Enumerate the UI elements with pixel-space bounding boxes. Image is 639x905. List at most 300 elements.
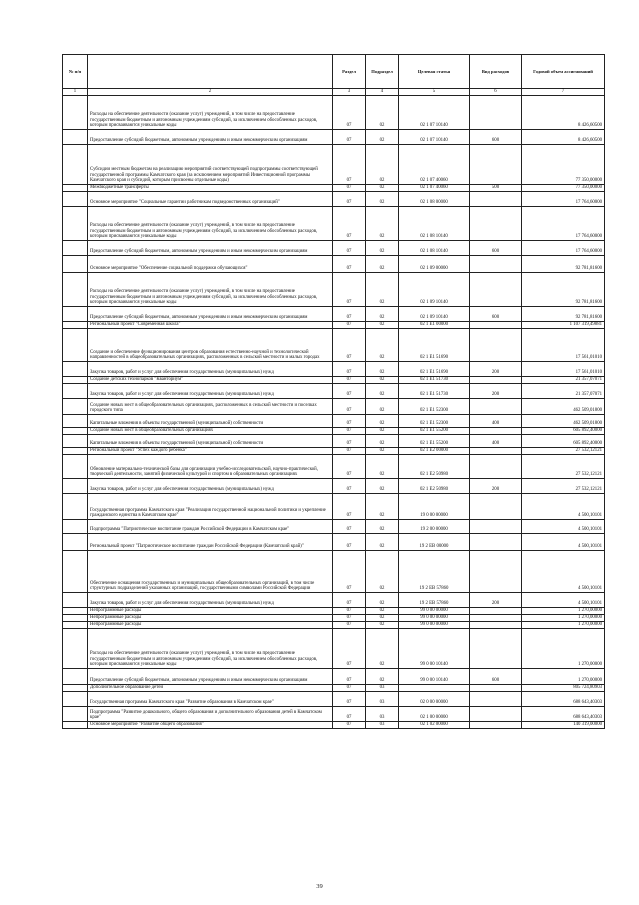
row-amount-cell: 462 509,01800 <box>522 398 605 414</box>
row-razdel-cell: 07 <box>333 398 366 414</box>
row-amount-cell: 8 426,60500 <box>522 129 605 144</box>
row-target-cell: 02 1 07 10140 <box>399 129 470 144</box>
row-number-cell <box>63 398 88 414</box>
table-row <box>63 206 605 240</box>
row-kind-cell <box>470 144 522 184</box>
row-podrazdel-cell: 02 <box>366 668 399 684</box>
row-name-cell: Основное мероприятие "Развитие общего образования" <box>88 721 333 728</box>
row-amount-cell: 27 532,12121 <box>522 478 605 493</box>
row-name-cell: Государственная программа Камчатского края "Реализация государственной национальной политики и укрепление гражданского единства в Камчатском крае" <box>88 493 333 519</box>
row-podrazdel-cell: 02 <box>366 607 399 614</box>
row-name-cell: Создание и обеспечение функционирования центров образования естественно-научной и технологической направленностей в общеобразовательных организациях, расположенных в сельской местности и малых городах <box>88 328 333 361</box>
row-amount-cell: 805 724,80903 <box>522 684 605 691</box>
row-name-cell: Основное мероприятие "Обеспечение социальной поддержки обучающихся" <box>88 255 333 272</box>
row-razdel-cell: 07 <box>333 328 366 361</box>
row-kind-cell <box>470 533 522 550</box>
row-name-cell: Непрограммные расходы <box>88 621 333 628</box>
row-name-cell: Дополнительное образование детей <box>88 684 333 691</box>
table-row <box>63 684 605 691</box>
row-podrazdel-cell: 03 <box>366 691 399 706</box>
row-razdel-cell: 07 <box>333 321 366 328</box>
row-amount-cell: 1 270,00000 <box>522 628 605 668</box>
row-number-cell <box>63 628 88 668</box>
row-name-cell: Создание новых мест в общеобразовательных организациях, расположенных в сельской местности и поселках городского типа <box>88 398 333 414</box>
row-razdel-cell: 07 <box>333 493 366 519</box>
row-target-cell: 02 1 09 10140 <box>399 272 470 306</box>
row-amount-cell: 27 532,12121 <box>522 447 605 454</box>
row-target-cell: 99 0 00 10140 <box>399 668 470 684</box>
row-target-cell: 02 1 E1 55200 <box>399 427 470 434</box>
row-amount-cell: 4 500,10101 <box>522 533 605 550</box>
row-name-cell: Межбюджетные трансферты <box>88 184 333 191</box>
row-name-cell: Расходы на обеспечение деятельности (оказание услуг) учреждений, в том числе на предоставление государственным бюджетным и автономным учреждениям субсидий, за исключением обособленных расходов, которым присваиваются уникальные коды <box>88 206 333 240</box>
row-razdel-cell: 07 <box>333 721 366 728</box>
row-name-cell: Государственная программа Камчатского края "Развитие образования в Камчатском крае" <box>88 691 333 706</box>
table-row <box>63 272 605 306</box>
row-amount-cell: 1 270,00000 <box>522 607 605 614</box>
row-amount-cell: 17 561,01010 <box>522 328 605 361</box>
row-kind-cell <box>470 255 522 272</box>
row-razdel-cell: 07 <box>333 691 366 706</box>
column-number: 7 <box>522 89 605 96</box>
table-row <box>63 306 605 321</box>
row-number-cell <box>63 306 88 321</box>
row-kind-cell <box>470 493 522 519</box>
row-amount-cell: 8 426,60500 <box>522 95 605 129</box>
table-row <box>63 184 605 191</box>
row-razdel-cell: 07 <box>333 668 366 684</box>
row-target-cell: 02 1 E1 55200 <box>399 434 470 447</box>
row-number-cell <box>63 447 88 454</box>
row-name-cell: Расходы на обеспечение деятельности (оказание услуг) учреждений, в том числе на предоставление государственным бюджетным и автономным учреждениям субсидий, за исключением обособленных расходов, которым присваиваются уникальные коды <box>88 628 333 668</box>
row-razdel-cell: 07 <box>333 592 366 607</box>
row-amount-cell: 17 561,01010 <box>522 361 605 376</box>
table-row <box>63 614 605 621</box>
row-podrazdel-cell: 02 <box>366 191 399 206</box>
row-amount-cell: 140 319,00000 <box>522 721 605 728</box>
row-kind-cell <box>470 328 522 361</box>
row-razdel-cell: 07 <box>333 255 366 272</box>
row-number-cell <box>63 321 88 328</box>
row-amount-cell: 92 781,81600 <box>522 255 605 272</box>
row-target-cell: 02 1 08 10140 <box>399 240 470 255</box>
row-podrazdel-cell: 03 <box>366 706 399 721</box>
row-name-cell: Закупка товаров, работ и услуг для обеспечения государственных (муниципальных) нужд <box>88 383 333 398</box>
row-target-cell: 19 2 EB 57860 <box>399 592 470 607</box>
row-kind-cell <box>470 321 522 328</box>
row-kind-cell <box>470 691 522 706</box>
row-amount-cell: 21 357,07071 <box>522 383 605 398</box>
row-number-cell <box>63 621 88 628</box>
table-row <box>63 447 605 454</box>
row-number-cell <box>63 684 88 691</box>
row-razdel-cell: 07 <box>333 628 366 668</box>
table-row <box>63 691 605 706</box>
row-kind-cell <box>470 607 522 614</box>
row-podrazdel-cell: 02 <box>366 206 399 240</box>
row-razdel-cell: 07 <box>333 533 366 550</box>
row-name-cell: Предоставление субсидий бюджетным, автономным учреждениям и иным некоммерческим организациям <box>88 306 333 321</box>
row-amount-cell: 27 532,12121 <box>522 454 605 478</box>
row-name-cell: Основное мероприятие "Социальные гарантии работникам подведомственных организаций" <box>88 191 333 206</box>
row-target-cell: 99 0 00 00000 <box>399 607 470 614</box>
row-podrazdel-cell: 02 <box>366 434 399 447</box>
row-amount-cell: 605 892,40000 <box>522 427 605 434</box>
row-razdel-cell: 07 <box>333 519 366 533</box>
row-target-cell: 02 1 E2 50980 <box>399 454 470 478</box>
table-row <box>63 550 605 592</box>
row-name-cell: Закупка товаров, работ и услуг для обеспечения государственных (муниципальных) нужд <box>88 478 333 493</box>
table-row <box>63 592 605 607</box>
row-amount-cell: 605 892,40000 <box>522 434 605 447</box>
row-name-cell: Подпрограмма "Патриотическое воспитание граждан Российской Федерации в Камчатском крае" <box>88 519 333 533</box>
row-name-cell: Региональный проект "Успех каждого ребенка" <box>88 447 333 454</box>
table-row <box>63 414 605 427</box>
row-kind-cell: 200 <box>470 478 522 493</box>
row-target-cell: 02 1 E1 51730 <box>399 383 470 398</box>
row-podrazdel-cell: 02 <box>366 493 399 519</box>
row-razdel-cell: 07 <box>333 706 366 721</box>
row-kind-cell: 200 <box>470 383 522 398</box>
row-amount-cell: 688 643,40303 <box>522 691 605 706</box>
row-number-cell <box>63 721 88 728</box>
row-number-cell <box>63 328 88 361</box>
row-amount-cell: 21 357,07071 <box>522 376 605 383</box>
table-row <box>63 321 605 328</box>
row-podrazdel-cell: 02 <box>366 184 399 191</box>
row-podrazdel-cell: 02 <box>366 454 399 478</box>
row-kind-cell: 200 <box>470 361 522 376</box>
table-row <box>63 129 605 144</box>
column-number: 1 <box>63 89 88 96</box>
row-name-cell: Подпрограмма "Развитие дошкольного, общего образования и дополнительного образования детей в Камчатском крае" <box>88 706 333 721</box>
row-amount-cell: 4 500,10101 <box>522 550 605 592</box>
row-target-cell: 19 2 EB 57860 <box>399 550 470 592</box>
row-razdel-cell: 07 <box>333 361 366 376</box>
row-target-cell: 99 0 00 00000 <box>399 614 470 621</box>
row-kind-cell <box>470 550 522 592</box>
header-number: № п/п <box>63 55 88 89</box>
row-podrazdel-cell: 02 <box>366 240 399 255</box>
row-target-cell: 02 1 09 10140 <box>399 306 470 321</box>
row-razdel-cell: 07 <box>333 184 366 191</box>
row-razdel-cell: 07 <box>333 414 366 427</box>
row-number-cell <box>63 478 88 493</box>
row-amount-cell: 17 764,60000 <box>522 206 605 240</box>
row-name-cell: Капитальные вложения в объекты государственной (муниципальной) собственности <box>88 434 333 447</box>
header-amount: Годовой объем ассигнований <box>522 55 605 89</box>
row-razdel-cell: 07 <box>333 376 366 383</box>
row-podrazdel-cell: 02 <box>366 398 399 414</box>
column-number: 4 <box>366 89 399 96</box>
row-kind-cell <box>470 427 522 434</box>
row-podrazdel-cell: 02 <box>366 376 399 383</box>
row-target-cell: 02 1 07 10140 <box>399 95 470 129</box>
row-amount-cell: 4 500,10101 <box>522 592 605 607</box>
column-number: 2 <box>88 89 333 96</box>
table-row <box>63 454 605 478</box>
row-name-cell: Расходы на обеспечение деятельности (оказание услуг) учреждений, в том числе на предоставление государственным бюджетным и автономным учреждениям субсидий, за исключением обособленных расходов, которым присваиваются уникальные коды <box>88 272 333 306</box>
row-name-cell: Предоставление субсидий бюджетным, автономным учреждениям и иным некоммерческим организациям <box>88 240 333 255</box>
row-podrazdel-cell: 02 <box>366 414 399 427</box>
row-name-cell: Обновление материально-технической базы для организации учебно-исследовательской, научно-практической, творческой деятельности, занятий физической культурой и спортом в образовательных организациях <box>88 454 333 478</box>
row-razdel-cell: 07 <box>333 191 366 206</box>
row-number-cell <box>63 240 88 255</box>
row-number-cell <box>63 361 88 376</box>
table-row <box>63 607 605 614</box>
row-number-cell <box>63 255 88 272</box>
row-amount-cell: 462 509,01800 <box>522 414 605 427</box>
column-number: 3 <box>333 89 366 96</box>
row-podrazdel-cell: 02 <box>366 533 399 550</box>
row-number-cell <box>63 376 88 383</box>
row-target-cell: 02 0 00 00000 <box>399 691 470 706</box>
row-kind-cell: 600 <box>470 129 522 144</box>
row-razdel-cell: 07 <box>333 607 366 614</box>
table-row <box>63 628 605 668</box>
header-row <box>63 55 605 89</box>
row-podrazdel-cell: 03 <box>366 684 399 691</box>
row-number-cell <box>63 493 88 519</box>
row-kind-cell <box>470 519 522 533</box>
row-podrazdel-cell: 02 <box>366 144 399 184</box>
row-razdel-cell: 07 <box>333 454 366 478</box>
header-name <box>88 55 333 89</box>
row-name-cell: Непрограммные расходы <box>88 614 333 621</box>
row-target-cell: 02 1 E1 52300 <box>399 398 470 414</box>
row-podrazdel-cell: 02 <box>366 321 399 328</box>
row-target-cell: 19 0 00 00000 <box>399 493 470 519</box>
row-name-cell: Капитальные вложения в объекты государственной (муниципальной) собственности <box>88 414 333 427</box>
row-target-cell: 02 1 E1 52300 <box>399 414 470 427</box>
row-kind-cell <box>470 398 522 414</box>
row-kind-cell: 400 <box>470 434 522 447</box>
row-razdel-cell: 07 <box>333 478 366 493</box>
table-row <box>63 95 605 129</box>
row-amount-cell: 92 781,81600 <box>522 272 605 306</box>
row-razdel-cell: 07 <box>333 144 366 184</box>
row-kind-cell: 200 <box>470 592 522 607</box>
row-podrazdel-cell: 02 <box>366 95 399 129</box>
row-name-cell: Расходы на обеспечение деятельности (оказание услуг) учреждений, в том числе на предоставление государственным бюджетным и автономным учреждениям субсидий, за исключением обособленных расходов, которым присваиваются уникальные коды <box>88 95 333 129</box>
row-amount-cell: 77 350,00000 <box>522 144 605 184</box>
row-kind-cell: 600 <box>470 306 522 321</box>
row-razdel-cell: 07 <box>333 240 366 255</box>
row-razdel-cell: 07 <box>333 95 366 129</box>
row-kind-cell <box>470 721 522 728</box>
row-amount-cell: 1 107 319,49881 <box>522 321 605 328</box>
row-target-cell: 02 1 E2 00000 <box>399 447 470 454</box>
table-row <box>63 493 605 519</box>
row-target-cell <box>399 684 470 691</box>
row-kind-cell <box>470 95 522 129</box>
row-razdel-cell: 07 <box>333 129 366 144</box>
row-number-cell <box>63 550 88 592</box>
row-name-cell: Создание детских технопарков "Кванториум" <box>88 376 333 383</box>
table-row <box>63 376 605 383</box>
row-name-cell: Региональный проект "Патриотическое воспитание граждан Российской Федерации (Камчатский край)" <box>88 533 333 550</box>
row-number-cell <box>63 427 88 434</box>
row-razdel-cell: 07 <box>333 621 366 628</box>
row-kind-cell <box>470 628 522 668</box>
row-number-cell <box>63 272 88 306</box>
row-podrazdel-cell: 02 <box>366 447 399 454</box>
column-number: 5 <box>399 89 470 96</box>
row-podrazdel-cell: 02 <box>366 592 399 607</box>
row-razdel-cell: 07 <box>333 447 366 454</box>
row-name-cell: Закупка товаров, работ и услуг для обеспечения государственных (муниципальных) нужд <box>88 592 333 607</box>
row-podrazdel-cell: 02 <box>366 328 399 361</box>
row-target-cell: 02 1 02 00000 <box>399 721 470 728</box>
row-number-cell <box>63 614 88 621</box>
row-razdel-cell: 07 <box>333 306 366 321</box>
row-podrazdel-cell: 02 <box>366 614 399 621</box>
table-row <box>63 668 605 684</box>
row-number-cell <box>63 95 88 129</box>
row-amount-cell: 1 270,00000 <box>522 614 605 621</box>
table-row <box>63 191 605 206</box>
table-row <box>63 706 605 721</box>
table-row <box>63 383 605 398</box>
row-razdel-cell: 07 <box>333 684 366 691</box>
table-row <box>63 144 605 184</box>
row-amount-cell: 17 764,60000 <box>522 240 605 255</box>
table-row <box>63 427 605 434</box>
table-row <box>63 621 605 628</box>
page-number: 39 <box>316 883 323 890</box>
table-row <box>63 434 605 447</box>
row-kind-cell: 600 <box>470 668 522 684</box>
row-number-cell <box>63 454 88 478</box>
table-row <box>63 398 605 414</box>
header-podrazdel: Подраздел <box>366 55 399 89</box>
table-row <box>63 240 605 255</box>
row-podrazdel-cell: 02 <box>366 621 399 628</box>
header-razdel: Раздел <box>333 55 366 89</box>
row-kind-cell <box>470 272 522 306</box>
table-row <box>63 328 605 361</box>
row-kind-cell <box>470 454 522 478</box>
table-row <box>63 478 605 493</box>
row-podrazdel-cell: 02 <box>366 129 399 144</box>
row-number-cell <box>63 533 88 550</box>
row-name-cell: Создание новых мест в общеобразовательных организациях <box>88 427 333 434</box>
row-target-cell: 02 1 E1 00000 <box>399 321 470 328</box>
row-amount-cell: 688 643,40303 <box>522 706 605 721</box>
row-name-cell: Обеспечение оснащения государственных и муниципальных общеобразовательных организаций, в том числе структурных подразделений указанных организаций, государственными символами Российской Федерации <box>88 550 333 592</box>
row-target-cell: 02 1 E1 51690 <box>399 361 470 376</box>
row-name-cell: Закупка товаров, работ и услуг для обеспечения государственных (муниципальных) нужд <box>88 361 333 376</box>
row-number-cell <box>63 592 88 607</box>
row-name-cell: Непрограммные расходы <box>88 607 333 614</box>
row-podrazdel-cell: 02 <box>366 272 399 306</box>
row-kind-cell <box>470 614 522 621</box>
row-target-cell: 19 2 EB 00000 <box>399 533 470 550</box>
row-razdel-cell: 07 <box>333 550 366 592</box>
row-amount-cell: 1 270,00000 <box>522 621 605 628</box>
row-target-cell: 19 2 00 00000 <box>399 519 470 533</box>
table-body <box>63 95 605 728</box>
row-podrazdel-cell: 02 <box>366 628 399 668</box>
row-amount-cell: 4 500,10101 <box>522 519 605 533</box>
header-target: Целевая статья <box>399 55 470 89</box>
row-kind-cell <box>470 706 522 721</box>
row-number-cell <box>63 129 88 144</box>
column-number: 6 <box>470 89 522 96</box>
row-number-cell <box>63 414 88 427</box>
table-row <box>63 721 605 728</box>
row-kind-cell <box>470 376 522 383</box>
row-razdel-cell: 07 <box>333 383 366 398</box>
row-podrazdel-cell: 02 <box>366 478 399 493</box>
row-amount-cell: 77 350,00000 <box>522 184 605 191</box>
row-target-cell: 99 0 00 10140 <box>399 628 470 668</box>
budget-table <box>62 54 605 729</box>
row-razdel-cell: 07 <box>333 614 366 621</box>
row-kind-cell: 400 <box>470 414 522 427</box>
row-number-cell <box>63 184 88 191</box>
row-podrazdel-cell: 02 <box>366 361 399 376</box>
row-podrazdel-cell: 02 <box>366 519 399 533</box>
row-target-cell: 02 1 08 00000 <box>399 191 470 206</box>
table-row <box>63 519 605 533</box>
row-number-cell <box>63 668 88 684</box>
row-number-cell <box>63 607 88 614</box>
row-number-cell <box>63 691 88 706</box>
row-podrazdel-cell: 03 <box>366 721 399 728</box>
row-target-cell: 02 1 00 00000 <box>399 706 470 721</box>
table-row <box>63 361 605 376</box>
row-target-cell: 02 1 E2 50980 <box>399 478 470 493</box>
row-target-cell: 02 1 E1 51730 <box>399 376 470 383</box>
row-kind-cell <box>470 621 522 628</box>
row-number-cell <box>63 206 88 240</box>
row-podrazdel-cell: 02 <box>366 255 399 272</box>
row-number-cell <box>63 434 88 447</box>
table-row <box>63 255 605 272</box>
row-amount-cell: 17 764,60000 <box>522 191 605 206</box>
row-name-cell: Предоставление субсидий бюджетным, автономным учреждениям и иным некоммерческим организациям <box>88 668 333 684</box>
row-name-cell: Региональный проект "Современная школа" <box>88 321 333 328</box>
row-target-cell: 02 1 07 40060 <box>399 144 470 184</box>
row-name-cell: Предоставление субсидий бюджетным, автономным учреждениям и иным некоммерческим организациям <box>88 129 333 144</box>
row-kind-cell <box>470 447 522 454</box>
row-number-cell <box>63 383 88 398</box>
row-razdel-cell: 07 <box>333 434 366 447</box>
row-number-cell <box>63 144 88 184</box>
row-kind-cell <box>470 684 522 691</box>
row-razdel-cell: 07 <box>333 206 366 240</box>
row-target-cell: 02 1 08 10140 <box>399 206 470 240</box>
header-kind: Вид расходов <box>470 55 522 89</box>
row-razdel-cell: 07 <box>333 272 366 306</box>
row-name-cell: Субсидии местным бюджетам на реализацию мероприятий соответствующей подпрограммы соответствующей государственной программы Камчатского края (за исключением мероприятий Инвестиционной программы Камчатского края и субсидий, которым присвоены отдельные коды) <box>88 144 333 184</box>
row-number-cell <box>63 519 88 533</box>
row-podrazdel-cell: 02 <box>366 383 399 398</box>
row-podrazdel-cell: 02 <box>366 306 399 321</box>
row-target-cell: 02 1 09 00000 <box>399 255 470 272</box>
row-number-cell <box>63 706 88 721</box>
row-kind-cell: 500 <box>470 184 522 191</box>
table-row <box>63 533 605 550</box>
row-target-cell: 02 1 07 40060 <box>399 184 470 191</box>
row-target-cell: 02 1 E1 51690 <box>399 328 470 361</box>
row-amount-cell: 4 500,10101 <box>522 493 605 519</box>
row-amount-cell: 1 270,00000 <box>522 668 605 684</box>
row-kind-cell: 600 <box>470 240 522 255</box>
row-kind-cell <box>470 191 522 206</box>
row-podrazdel-cell: 02 <box>366 550 399 592</box>
